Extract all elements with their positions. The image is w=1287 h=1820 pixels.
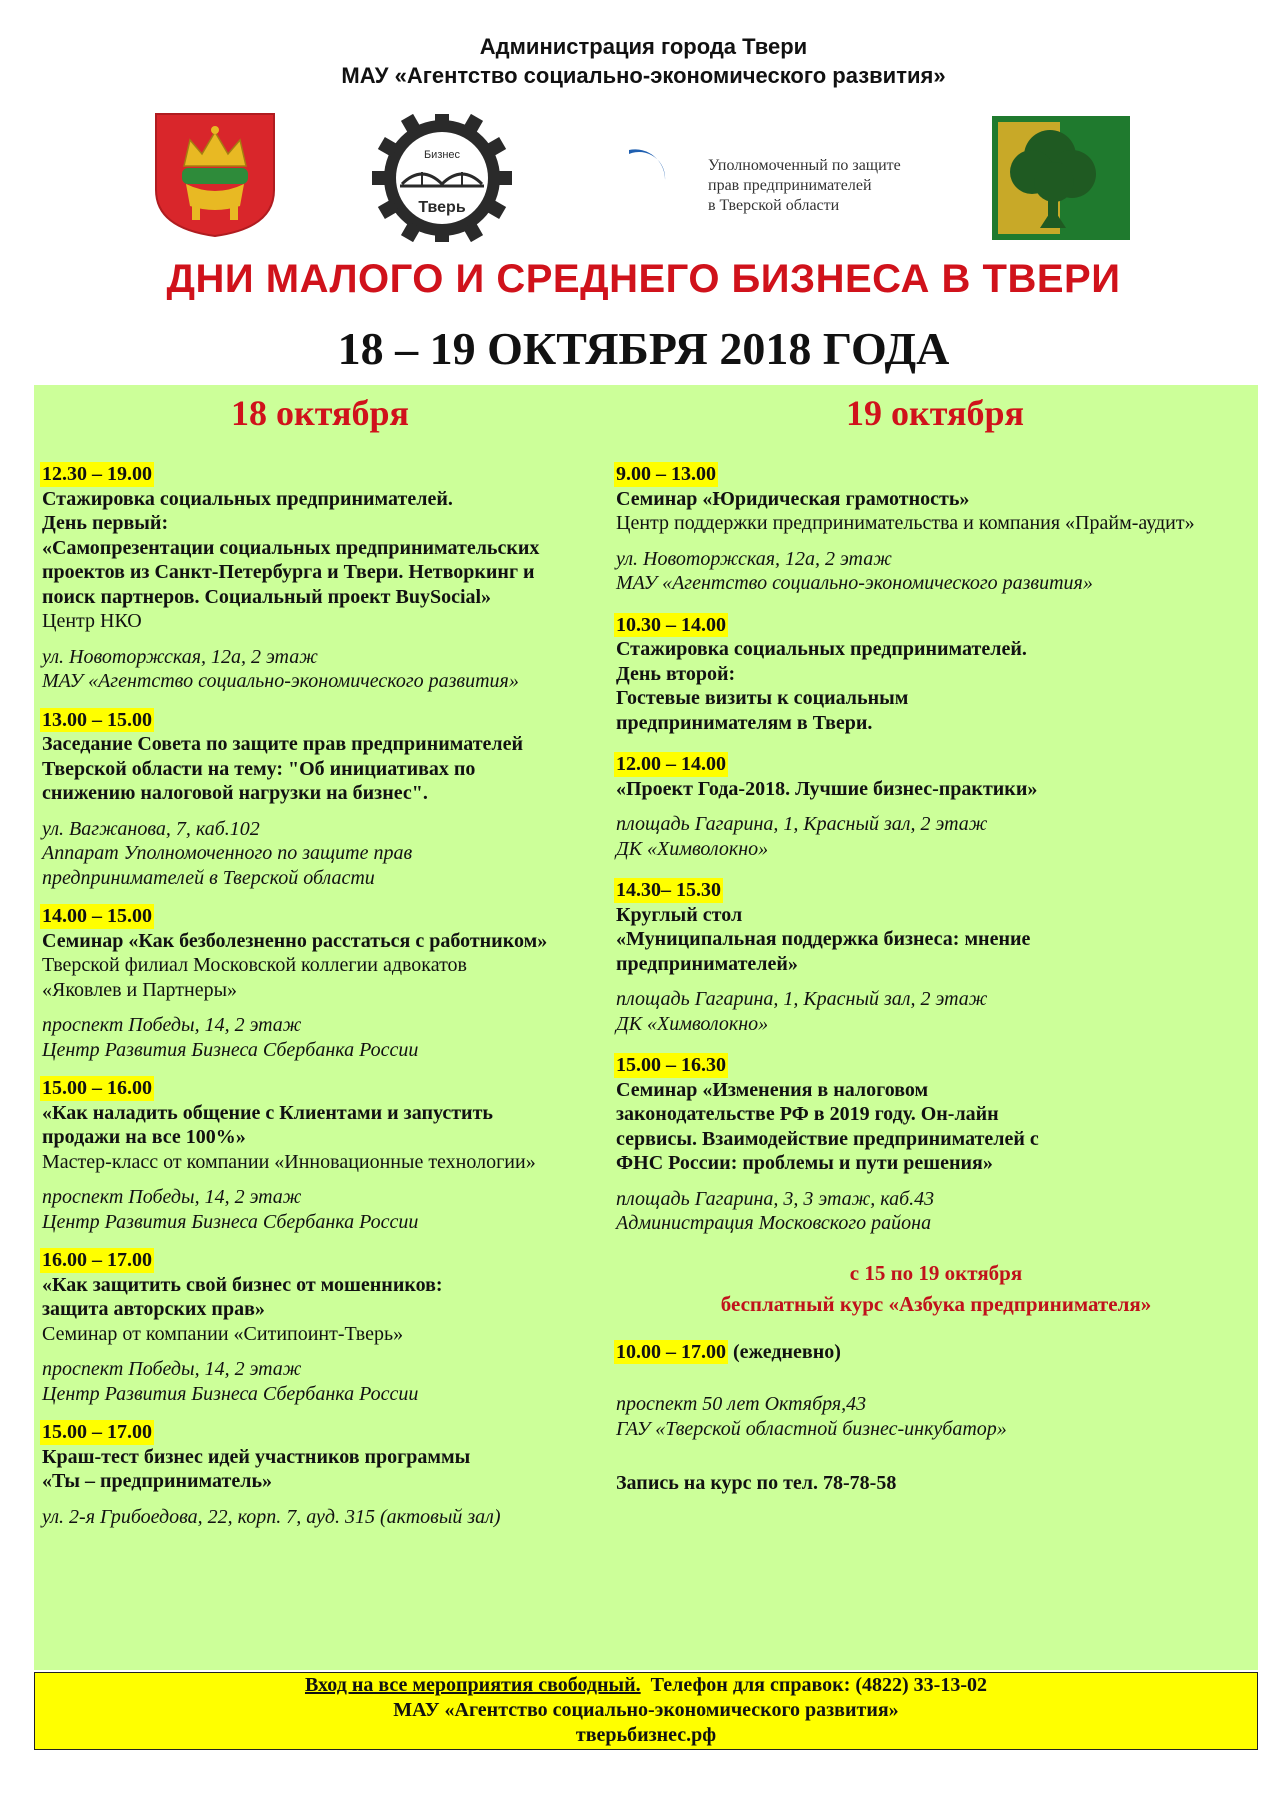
course-time: 10.00 – 17.00	[616, 1340, 726, 1363]
event-location: ул. Новоторжская, 12а, 2 этаж	[42, 645, 318, 668]
business-logo-bottom-text: Тверь	[418, 199, 466, 216]
event-location: проспект Победы, 14, 2 этаж	[42, 1186, 302, 1208]
day1-heading: 18 октября	[231, 393, 409, 433]
event-organizer: Семинар от компании «Ситипоинт-Тверь»	[42, 1322, 404, 1345]
course-signup: Запись на курс по тел. 78-78-58	[616, 1472, 897, 1494]
event-item	[42, 1248, 617, 1406]
course-schedule	[616, 1340, 1256, 1365]
event-title-line: Гостевые визиты к социальным	[616, 687, 909, 709]
event-item	[42, 1076, 617, 1234]
event-location: Центр Развития Бизнеса Сбербанка России	[42, 1382, 419, 1405]
event-time: 9.00 – 13.00	[616, 463, 716, 485]
event-title-line: Семинар «Как безболезненно расстаться с работником»	[42, 929, 548, 952]
ombudsman-line: прав предпринимателей	[708, 177, 872, 194]
footer-info	[34, 1672, 1258, 1750]
event-title-line: сервисы. Взаимодействие предпринимателей с	[616, 1127, 1039, 1150]
event-title-line: Заседание Совета по защите прав предпринимателей	[42, 733, 524, 755]
event-item	[42, 1420, 617, 1529]
event-item	[616, 462, 1256, 596]
event-title-line: поиск партнеров. Социальный проект BuySocial»	[42, 585, 492, 608]
event-title-line: ФНС России: проблемы и пути решения»	[616, 1152, 993, 1174]
event-dates: 18 – 19 ОКТЯБРЯ 2018 ГОДА	[337, 323, 950, 374]
event-location: площадь Гагарина, 3, 3 этаж, каб.43	[616, 1187, 935, 1210]
event-title-line: предпринимателей»	[616, 952, 798, 975]
event-location: проспект Победы, 14, 2 этаж	[42, 1358, 302, 1380]
event-location: Центр Развития Бизнеса Сбербанка России	[42, 1038, 419, 1061]
event-item	[616, 1053, 1256, 1236]
event-time: 12.00 – 14.00	[616, 753, 726, 775]
event-organizer: Центр поддержки предпринимательства и компания «Прайм-аудит»	[616, 512, 1195, 534]
event-item	[616, 878, 1256, 1036]
event-title-line: Краш-тест бизнес идей участников программы	[42, 1445, 471, 1468]
event-item	[42, 708, 617, 891]
event-title-line: День первый:	[42, 512, 169, 534]
event-item	[42, 904, 617, 1062]
event-time: 15.00 – 16.30	[616, 1054, 726, 1076]
business-logo-top-text: Бизнес	[423, 149, 461, 161]
event-location: Администрация Московского района	[616, 1212, 932, 1234]
course-time-suffix: (ежедневно)	[728, 1340, 841, 1363]
logos-row	[0, 108, 1287, 243]
event-item	[616, 752, 1256, 861]
event-title-line: законодательстве РФ в 2019 году. Он-лайн	[616, 1103, 999, 1125]
event-location: ДК «Химволокно»	[616, 837, 769, 860]
event-organizer: «Яковлев и Партнеры»	[42, 978, 238, 1001]
event-location: ул. 2-я Грибоедова, 22, корп. 7, ауд. 315 (актовый зал)	[42, 1505, 501, 1528]
event-title-line: проектов из Санкт-Петербурга и Твери. Нетворкинг и	[42, 561, 535, 583]
footer-site: тверьбизнес.рф	[575, 1724, 717, 1746]
ombudsman-text	[708, 156, 948, 216]
event-title-line: «Муниципальная поддержка бизнеса: мнение	[616, 928, 1031, 950]
event-title-line: «Как защитить свой бизнес от мошенников:	[42, 1273, 443, 1296]
day2-column	[616, 462, 1256, 1496]
event-title-line: «Ты – предприниматель»	[42, 1470, 273, 1492]
course-location: ГАУ «Тверской областной бизнес-инкубатор»	[616, 1417, 1007, 1440]
header-line-1: Администрация города Твери	[479, 34, 808, 59]
tver-coat-of-arms-icon	[152, 110, 278, 238]
day1-column	[42, 462, 617, 1543]
course-location: проспект 50 лет Октября,43	[616, 1393, 867, 1415]
event-title-line: Круглый стол	[616, 903, 743, 926]
event-location: ул. Новоторжская, 12а, 2 этаж	[616, 547, 892, 570]
event-title-line: защита авторских прав»	[42, 1298, 265, 1320]
footer-org: МАУ «Агентство социально-экономического развития»	[393, 1699, 899, 1721]
header-line-2: МАУ «Агентство социально-экономического развития»	[341, 63, 946, 88]
event-location: Центр Развития Бизнеса Сбербанка России	[42, 1210, 419, 1233]
event-title-line: Семинар «Изменения в налоговом	[616, 1078, 929, 1101]
event-organizer: Тверской филиал Московской коллегии адвокатов	[42, 954, 467, 976]
event-time: 12.30 – 19.00	[42, 463, 152, 485]
event-organizer: Мастер-класс от компании «Инновационные технологии»	[42, 1150, 536, 1173]
page-title: ДНИ МАЛОГО И СРЕДНЕГО БИЗНЕСА В ТВЕРИ	[166, 257, 1121, 301]
event-location: площадь Гагарина, 1, Красный зал, 2 этаж	[616, 813, 988, 835]
event-time: 14.00 – 15.00	[42, 905, 152, 927]
course-title: бесплатный курс «Азбука предпринимателя»	[720, 1291, 1152, 1316]
event-title-line: Стажировка социальных предпринимателей.	[616, 638, 1027, 660]
event-title-line: предпринимателям в Твери.	[616, 711, 873, 734]
event-title-line: Тверской области на тему: "Об инициативах по	[42, 757, 476, 780]
event-title-line: продажи на все 100%»	[42, 1126, 246, 1148]
event-location: площадь Гагарина, 1, Красный зал, 2 этаж	[616, 988, 988, 1010]
event-title-line: Семинар «Юридическая грамотность»	[616, 487, 970, 510]
ombudsman-line: в Тверской области	[708, 197, 840, 214]
event-location: ДК «Химволокно»	[616, 1012, 769, 1035]
event-organizer: Центр НКО	[42, 610, 142, 632]
day2-heading: 19 октября	[846, 393, 1024, 433]
event-time: 10.30 – 14.00	[616, 613, 726, 636]
event-title-line: снижению налоговой нагрузки на бизнес".	[42, 782, 428, 804]
course-dates: с 15 по 19 октября	[849, 1260, 1023, 1285]
business-tver-gear-icon	[367, 114, 517, 242]
phone-text: Телефон для справок: (4822) 33-13-02	[650, 1674, 987, 1696]
free-entry-text: Вход на все мероприятия свободный.	[304, 1674, 641, 1696]
event-location: МАУ «Агентство социально-экономического развития»	[616, 572, 1093, 594]
event-time: 15.00 – 16.00	[42, 1077, 152, 1099]
event-location: Аппарат Уполномоченного по защите прав	[42, 842, 413, 864]
event-title-line: «Самопрезентации социальных предпринимательских	[42, 536, 540, 559]
ombudsman-line: Уполномоченный по защите	[708, 157, 901, 174]
event-time: 15.00 – 17.00	[42, 1421, 152, 1443]
event-item	[616, 613, 1256, 736]
event-time: 13.00 – 15.00	[42, 708, 152, 731]
course-block	[616, 1258, 1256, 1496]
event-time: 16.00 – 17.00	[42, 1249, 152, 1271]
event-location: МАУ «Агентство социально-экономического развития»	[42, 670, 519, 692]
green-tree-logo-icon	[992, 116, 1130, 240]
event-location: предпринимателей в Тверской области	[42, 866, 375, 889]
event-title-line: «Как наладить общение с Клиентами и запустить	[42, 1101, 493, 1124]
event-title-line: Стажировка социальных предпринимателей.	[42, 487, 453, 510]
event-title-line: «Проект Года-2018. Лучшие бизнес-практики»	[616, 777, 1038, 800]
event-location: ул. Вагжанова, 7, каб.102	[42, 817, 260, 840]
event-title-line: День второй:	[616, 662, 736, 685]
footer-line-1	[35, 1673, 1257, 1698]
ombudsman-swirl-icon	[585, 140, 675, 220]
event-item	[42, 462, 617, 694]
event-location: проспект Победы, 14, 2 этаж	[42, 1014, 302, 1036]
event-time: 14.30– 15.30	[616, 879, 721, 901]
